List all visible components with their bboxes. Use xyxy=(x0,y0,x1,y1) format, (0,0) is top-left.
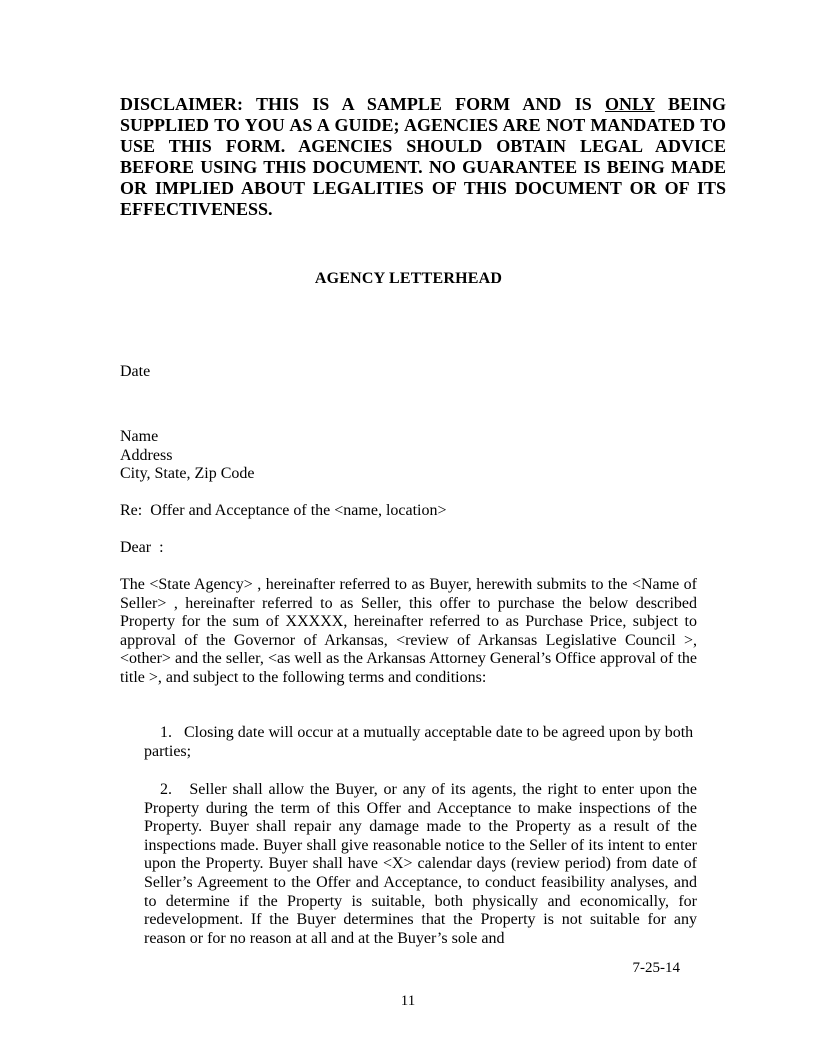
date-line: Date xyxy=(120,363,151,380)
disclaimer-paragraph xyxy=(120,94,726,220)
term-item-2: 2. Seller shall allow the Buyer, or any of its agents, the right to enter upon the Property during the term of this Offer and Acceptance to make inspections of the Property. Buyer shall repair any damage made to the Property as a result of the inspections made. Buyer shall give reasonable notice to the Seller of its intent to enter upon the Property. Buyer shall have <X> calendar days (review period) from date of Seller’s Agreement to the Offer and Acceptance, to conduct feasibility analyses, and to determine if the Property is suitable, both physically and economically, for redevelopment. If the Buyer determines that the Property is not suitable for any reason or for no reason at all and at the Buyer’s sole and xyxy=(144,781,697,947)
term-item-1: 1. Closing date will occur at a mutually acceptable date to be agreed upon by both parties; xyxy=(144,724,694,760)
disclaimer-text-before: DISCLAIMER: THIS IS A SAMPLE FORM AND IS xyxy=(120,94,592,114)
disclaimer-text-after: BEING SUPPLIED TO YOU AS A GUIDE; AGENCIES ARE NOT MANDATED TO USE THIS FORM. AGENCIES SHOULD OBTAIN LEGAL ADVICE BEFORE USING THIS DOCUMENT. NO GUARANTEE IS BEING MADE OR IMPLIED ABOUT LEGALITIES OF THIS DOCUMENT OR OF ITS EFFECTIVENESS. xyxy=(120,94,726,219)
salutation: Dear : xyxy=(120,539,164,556)
page-number: 11 xyxy=(400,993,416,1009)
re-line: Re: Offer and Acceptance of the <name, location> xyxy=(120,502,447,519)
footer-date: 7-25-14 xyxy=(632,960,680,976)
recipient-city-state-zip: City, State, Zip Code xyxy=(120,465,255,483)
letterhead-heading: AGENCY LETTERHEAD xyxy=(314,270,503,287)
disclaimer-underlined-word: ONLY xyxy=(605,94,655,114)
recipient-name: Name xyxy=(120,428,159,445)
recipient-block xyxy=(120,428,697,484)
intro-paragraph: The <State Agency> , hereinafter referred to as Buyer, herewith submits to the <Name of Seller> , hereinafter referred to as Seller, this offer to purchase the below described Property for the sum of XXXXX, hereinafter referred to as Purchase Price, subject to approval of the Governor of Arkansas, <review of Arkansas Legislative Council >, <other> and the seller, <as well as the Arkansas Attorney General’s Office approval of the title >, and subject to the following terms and conditions: xyxy=(120,576,697,686)
recipient-address: Address xyxy=(120,446,173,464)
